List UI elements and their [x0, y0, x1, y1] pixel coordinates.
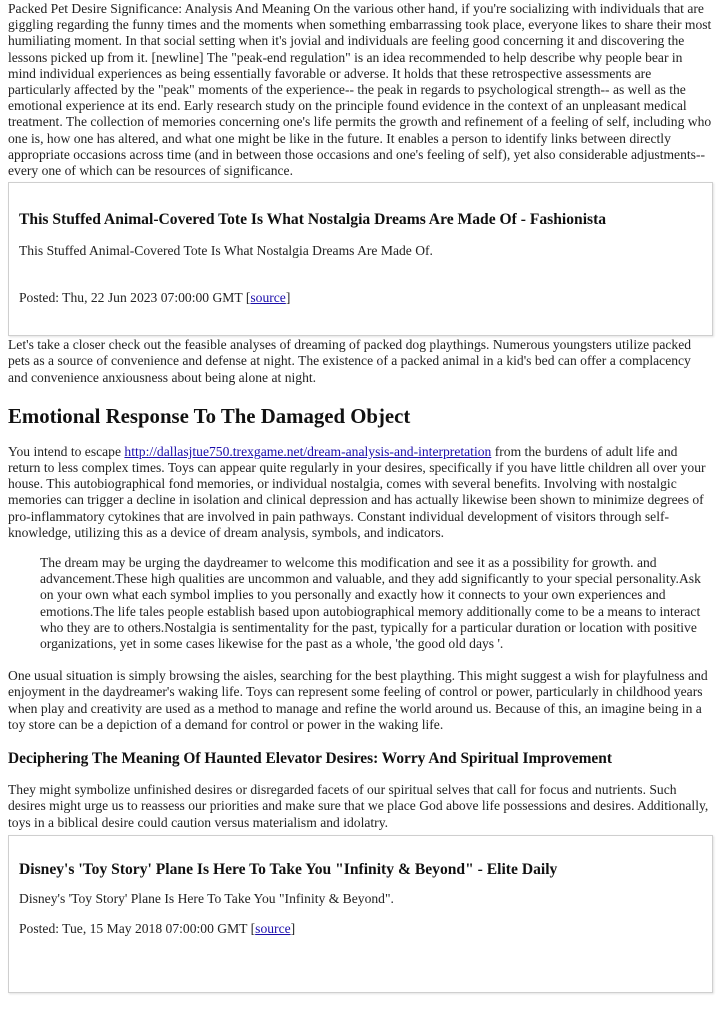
news-card-description: This Stuffed Animal-Covered Tote Is What Nostalgia Dreams Are Made Of. — [19, 243, 433, 259]
body-paragraph-with-link — [8, 444, 713, 541]
body-paragraph: They might symbolize unfinished desires or disregarded facets of our spiritual selves that call for focus and nutrients. Such desires might urge us to reassess our priorities and make sure that we place God above life possessions and desires. Additionally, toys in a biblical desire could caution versus materialism and idolatry. — [8, 782, 709, 830]
posted-date-text: Posted: Thu, 22 Jun 2023 07:00:00 GMT [ — [19, 290, 251, 306]
news-card — [8, 182, 713, 336]
news-card-title: This Stuffed Animal-Covered Tote Is What Nostalgia Dreams Are Made Of - Fashionista — [19, 211, 607, 229]
blockquote — [40, 555, 713, 652]
body-paragraph: Let's take a closer check out the feasible analyses of dreaming of packed dog playthings. Numerous youngsters utilize packed pets as a source of convenience and defense at night. The existence of a packed animal in a kid's bed can offer a complacency and convenience anxiousness about being alone at night. — [8, 337, 692, 385]
posted-date-text: Posted: Tue, 15 May 2018 07:00:00 GMT [ — [19, 920, 256, 936]
source-link[interactable]: source — [250, 290, 286, 306]
news-card-description: Disney's 'Toy Story' Plane Is Here To Take You "Infinity & Beyond". — [19, 890, 394, 906]
section-heading: Emotional Response To The Damaged Object — [8, 404, 411, 428]
intro-paragraph: Packed Pet Desire Significance: Analysis And Meaning On the various other hand, if you're socializing with individuals that are giggling regarding the funny times and the moments when something embarrassing took place, everyone likes to share their most humiliating moment. In that social setting when it's jovial and individuals are feeling good concerning it and discovering the lessons picked up from it. [newline] The "peak-end regulation" is an idea recommended to help describe why people bear in mind individual experiences as being essentially favorable or adverse. It holds that these retrospective assessments are particularly affected by the "peak" moments of the experience-- the peak in regards to psychological strength-- as well as the emotional experience at its end. Early research study on the principle found evidence in the context of an unpleasant medical treatment. The collection of memories concerning one's life permits the growth and refinement of a feeling of self, including who one is, how one has altered, and what one might be like in the future. It enables a person to identify links between directly appropriate occasions across time (and in between those occasions and one's feeling of self), yet also considerable adjustments-- every one of which can be resources of significance. — [8, 1, 712, 179]
paragraph-text-start: You intend to escape — [8, 443, 125, 459]
news-card-title: Disney's 'Toy Story' Plane Is Here To Take You "Infinity & Beyond" - Elite Daily — [19, 860, 558, 878]
news-card — [8, 835, 713, 993]
subsection-heading: Deciphering The Meaning Of Haunted Elevator Desires: Worry And Spiritual Improvement — [8, 750, 612, 768]
source-link[interactable]: source — [255, 920, 291, 936]
posted-date-close: ] — [285, 290, 291, 306]
posted-date-close: ] — [290, 920, 296, 936]
news-card-posted-date — [19, 290, 702, 306]
blockquote-text: The dream may be urging the daydreamer to welcome this modification and see it as a possibility for growth. and advancement.These high qualities are uncommon and valuable, and they add significantly to your special personality.Ask on your own what each symbol implies to you personally and exactly how it connects to your own experiences and emotions.The life tales people establish based upon autobiographical memory additionally come to be a means to interact who they are to others.Nostalgia is sentimentality for the past, typically for a particular duration or location with positive organizations, yet in some cases likewise for the past as a whole, 'the good old days '. — [40, 555, 701, 652]
body-paragraph: One usual situation is simply browsing the aisles, searching for the best plaything. This might suggest a wish for playfulness and enjoyment in the daydreamer's waking life. Toys can represent some feeling of control or power, particularly in childhood years when play and creativity are used as a method to manage and refine the world around us. Because of this, an imagine being in a toy store can be a depiction of a demand for control or power in the waking life. — [8, 668, 708, 732]
paragraph-text-end: from the burdens of adult life and return to less complex times. Toys can appear quite regularly in your desires, specifically if you have little children all over your house. This autobiographical fond memories, or individual nostalgia, comes with several benefits. Involving with nostalgic memories can trigger a decline in isolation and clinical depression and has actually likewise been shown to minimize degrees of pro-inflammatory cytokines that are involved in pain pathways. Constant individual development of visitors through self-knowledge, utilizing this as a device of dream analysis, symbols, and indicators. — [8, 443, 706, 540]
news-card-posted-date — [19, 921, 702, 937]
inline-link[interactable]: http://dallasjtue750.trexgame.net/dream-analysis-and-interpretation — [124, 443, 492, 459]
